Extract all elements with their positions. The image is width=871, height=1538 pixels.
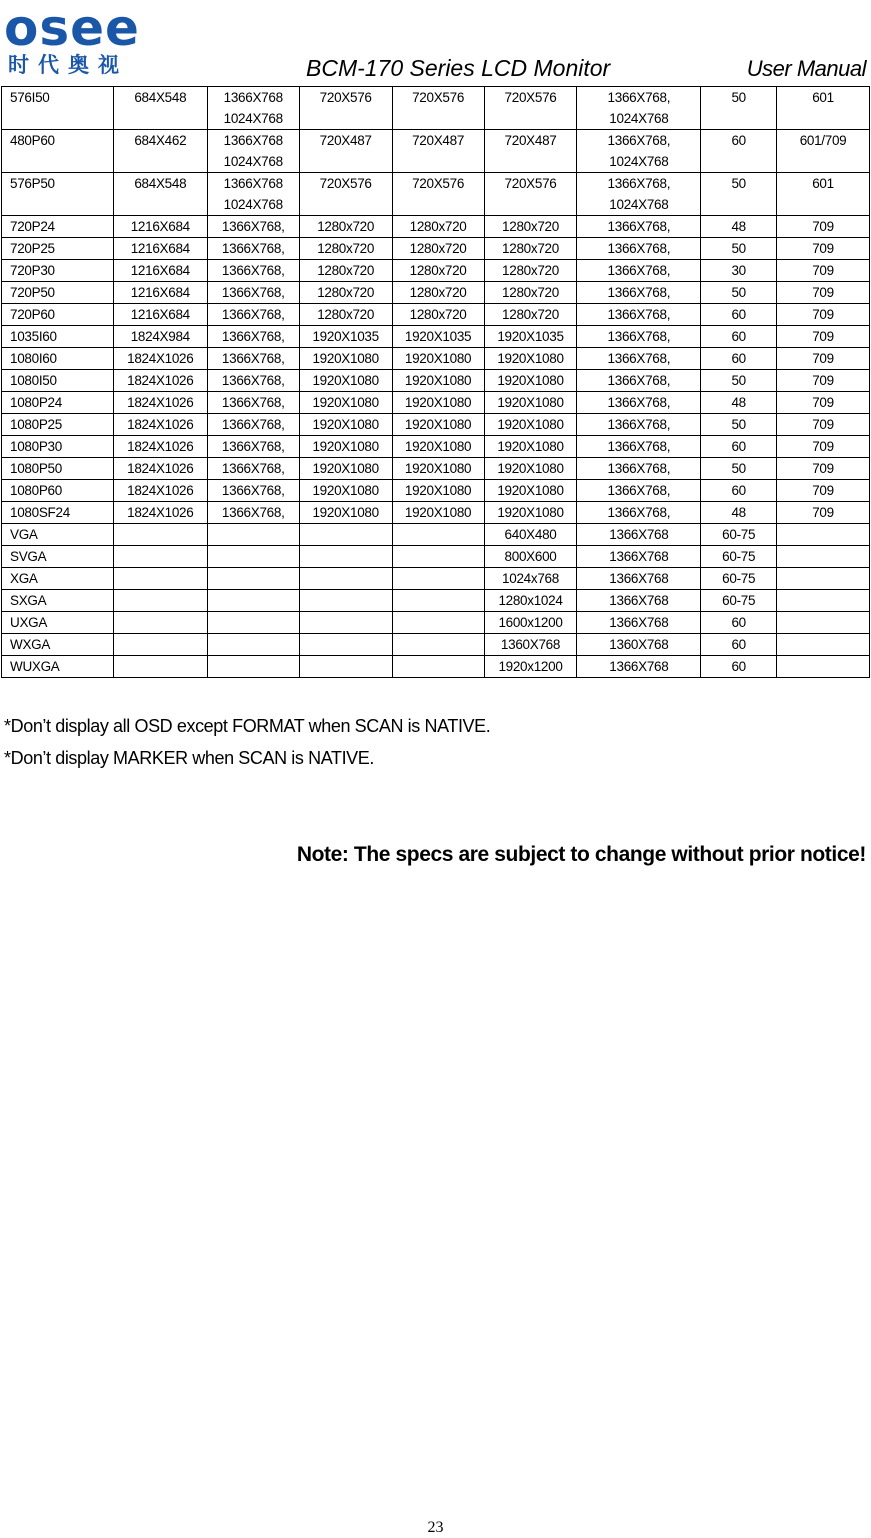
table-cell: 1920X1080 bbox=[484, 370, 577, 392]
table-row bbox=[2, 326, 870, 348]
table-cell bbox=[299, 590, 392, 612]
table-cell: 1366X768, bbox=[577, 216, 701, 238]
table-cell: 1824X1026 bbox=[113, 436, 207, 458]
table-cell: 640X480 bbox=[484, 524, 577, 546]
table-cell bbox=[299, 612, 392, 634]
table-row bbox=[2, 260, 870, 282]
table-row bbox=[2, 634, 870, 656]
table-cell bbox=[777, 656, 870, 678]
table-cell: 1920X1080 bbox=[392, 436, 484, 458]
table-cell: 60-75 bbox=[701, 524, 777, 546]
table-cell: 1216X684 bbox=[113, 282, 207, 304]
table-row bbox=[2, 216, 870, 238]
table-cell: 709 bbox=[777, 392, 870, 414]
table-cell: 1920X1080 bbox=[484, 458, 577, 480]
table-cell: 1824X984 bbox=[113, 326, 207, 348]
table-cell: 60 bbox=[701, 634, 777, 656]
table-cell: 1366X768, bbox=[577, 348, 701, 370]
table-cell: 1920X1080 bbox=[392, 502, 484, 524]
table-cell: 1366X768, 1024X768 bbox=[577, 130, 701, 173]
table-cell bbox=[777, 546, 870, 568]
table-cell bbox=[777, 524, 870, 546]
table-cell: 1366X768, bbox=[207, 502, 299, 524]
table-row bbox=[2, 130, 870, 173]
table-cell: 1920X1080 bbox=[299, 414, 392, 436]
table-cell: 1280x720 bbox=[484, 260, 577, 282]
table-row bbox=[2, 304, 870, 326]
table-cell: 1366X768, bbox=[577, 392, 701, 414]
table-row bbox=[2, 238, 870, 260]
table-cell: 684X548 bbox=[113, 173, 207, 216]
table-cell bbox=[299, 546, 392, 568]
table-cell: 50 bbox=[701, 414, 777, 436]
table-cell: 601 bbox=[777, 173, 870, 216]
table-cell: 60-75 bbox=[701, 590, 777, 612]
table-cell: 1366X768, bbox=[207, 436, 299, 458]
table-cell bbox=[207, 524, 299, 546]
table-cell bbox=[113, 634, 207, 656]
table-cell bbox=[113, 656, 207, 678]
table-cell bbox=[777, 590, 870, 612]
table-cell: 50 bbox=[701, 458, 777, 480]
table-row bbox=[2, 502, 870, 524]
specs-notice: Note: The specs are subject to change without prior notice! bbox=[296, 843, 866, 866]
osee-logo bbox=[4, 2, 176, 78]
table-cell: 1920X1080 bbox=[392, 370, 484, 392]
table-cell: 1920X1080 bbox=[392, 480, 484, 502]
table-cell: 1366X768 bbox=[577, 524, 701, 546]
table-cell: 576P50 bbox=[2, 173, 114, 216]
table-cell: 1216X684 bbox=[113, 260, 207, 282]
table-cell: 1280x720 bbox=[299, 304, 392, 326]
table-cell bbox=[392, 612, 484, 634]
table-row bbox=[2, 436, 870, 458]
table-cell: 720P30 bbox=[2, 260, 114, 282]
table-cell: 50 bbox=[701, 282, 777, 304]
table-cell: 720P25 bbox=[2, 238, 114, 260]
table-cell: 709 bbox=[777, 260, 870, 282]
table-cell: 1920X1080 bbox=[484, 480, 577, 502]
table-row bbox=[2, 458, 870, 480]
table-cell: 60 bbox=[701, 348, 777, 370]
table-cell: 1824X1026 bbox=[113, 348, 207, 370]
table-cell: 720P24 bbox=[2, 216, 114, 238]
table-cell: WXGA bbox=[2, 634, 114, 656]
table-cell: 1280x720 bbox=[484, 238, 577, 260]
table-cell: 684X462 bbox=[113, 130, 207, 173]
table-cell: 1366X768, bbox=[577, 436, 701, 458]
table-cell: 709 bbox=[777, 304, 870, 326]
table-cell: 1920X1035 bbox=[392, 326, 484, 348]
table-cell: 50 bbox=[701, 370, 777, 392]
table-cell: 60 bbox=[701, 436, 777, 458]
table-cell: 1920X1080 bbox=[299, 370, 392, 392]
table-cell bbox=[113, 524, 207, 546]
table-cell: UXGA bbox=[2, 612, 114, 634]
table-cell: 601 bbox=[777, 87, 870, 130]
table-cell: 1080P50 bbox=[2, 458, 114, 480]
table-cell: 720P50 bbox=[2, 282, 114, 304]
table-cell: 1280x720 bbox=[392, 216, 484, 238]
table-cell: 480P60 bbox=[2, 130, 114, 173]
table-cell: 60 bbox=[701, 326, 777, 348]
table-row bbox=[2, 414, 870, 436]
note-osd: *Don’t display all OSD except FORMAT when SCAN is NATIVE. bbox=[4, 716, 491, 736]
table-cell bbox=[392, 656, 484, 678]
table-cell: 50 bbox=[701, 173, 777, 216]
table-cell: 1920x1200 bbox=[484, 656, 577, 678]
table-cell: 60 bbox=[701, 130, 777, 173]
table-cell: 1920X1080 bbox=[299, 480, 392, 502]
table-cell: 1824X1026 bbox=[113, 414, 207, 436]
table-cell: 1366X768, bbox=[577, 480, 701, 502]
table-cell: 1280x720 bbox=[392, 238, 484, 260]
table-cell: 1216X684 bbox=[113, 216, 207, 238]
table-cell: WUXGA bbox=[2, 656, 114, 678]
table-cell: 30 bbox=[701, 260, 777, 282]
table-cell: 1366X768, bbox=[577, 458, 701, 480]
table-cell: 1080P60 bbox=[2, 480, 114, 502]
table-cell: 709 bbox=[777, 502, 870, 524]
table-cell: 1920X1080 bbox=[484, 502, 577, 524]
table-cell: SXGA bbox=[2, 590, 114, 612]
table-cell: 720X576 bbox=[484, 173, 577, 216]
table-cell: 709 bbox=[777, 348, 870, 370]
table-cell: 1366X768, bbox=[207, 216, 299, 238]
table-cell: 1366X768, bbox=[207, 392, 299, 414]
table-cell: 1280x1024 bbox=[484, 590, 577, 612]
table-cell: 1366X768, bbox=[207, 304, 299, 326]
table-cell: 48 bbox=[701, 502, 777, 524]
table-cell: 1216X684 bbox=[113, 304, 207, 326]
table-cell: 1280x720 bbox=[484, 216, 577, 238]
table-cell bbox=[113, 568, 207, 590]
table-cell: 1920X1035 bbox=[299, 326, 392, 348]
table-cell: 1824X1026 bbox=[113, 458, 207, 480]
table-cell: 1824X1026 bbox=[113, 502, 207, 524]
logo-brand: osee bbox=[4, 0, 140, 57]
table-cell: 1920X1080 bbox=[484, 436, 577, 458]
table-cell: 1920X1080 bbox=[299, 502, 392, 524]
table-cell: 50 bbox=[701, 238, 777, 260]
table-cell: 1360X768 bbox=[577, 634, 701, 656]
table-cell bbox=[299, 656, 392, 678]
table-cell: 720X487 bbox=[299, 130, 392, 173]
table-cell: 60-75 bbox=[701, 568, 777, 590]
table-cell: 720P60 bbox=[2, 304, 114, 326]
table-row bbox=[2, 546, 870, 568]
table-cell bbox=[113, 612, 207, 634]
table-cell: 1366X768, bbox=[577, 414, 701, 436]
logo-chinese-name: 时代奥视 bbox=[8, 53, 128, 77]
note-marker: *Don’t display MARKER when SCAN is NATIVE. bbox=[4, 748, 374, 768]
table-cell bbox=[113, 546, 207, 568]
table-row bbox=[2, 480, 870, 502]
table-cell: VGA bbox=[2, 524, 114, 546]
table-cell: 1920X1080 bbox=[484, 414, 577, 436]
table-cell bbox=[207, 656, 299, 678]
table-cell: 1280x720 bbox=[299, 282, 392, 304]
table-cell: 1366X768 bbox=[577, 546, 701, 568]
table-cell: 1366X768, bbox=[577, 260, 701, 282]
table-cell: 1920X1035 bbox=[484, 326, 577, 348]
table-cell: 709 bbox=[777, 282, 870, 304]
table-row bbox=[2, 173, 870, 216]
table-row bbox=[2, 392, 870, 414]
table-cell: 1280x720 bbox=[392, 304, 484, 326]
table-cell: 1920X1080 bbox=[299, 458, 392, 480]
table-cell: 1366X768, bbox=[207, 282, 299, 304]
table-cell bbox=[392, 568, 484, 590]
table-cell: 1080P30 bbox=[2, 436, 114, 458]
table-cell: 1280x720 bbox=[299, 238, 392, 260]
page-number: 23 bbox=[427, 1519, 444, 1536]
table-cell: 50 bbox=[701, 87, 777, 130]
table-cell: 684X548 bbox=[113, 87, 207, 130]
table-cell bbox=[392, 524, 484, 546]
table-cell: 709 bbox=[777, 436, 870, 458]
table-cell: 709 bbox=[777, 326, 870, 348]
table-cell: 1920X1080 bbox=[299, 392, 392, 414]
table-row bbox=[2, 348, 870, 370]
table-row bbox=[2, 370, 870, 392]
table-cell bbox=[392, 546, 484, 568]
table-cell bbox=[299, 634, 392, 656]
table-cell: 1366X768, bbox=[207, 458, 299, 480]
table-cell: 1080I60 bbox=[2, 348, 114, 370]
table-cell bbox=[207, 568, 299, 590]
table-cell bbox=[113, 590, 207, 612]
document-title: BCM-170 Series LCD Monitor bbox=[306, 55, 611, 81]
table-cell: 720X487 bbox=[392, 130, 484, 173]
table-cell: 720X487 bbox=[484, 130, 577, 173]
table-cell: 1366X768, bbox=[577, 238, 701, 260]
table-cell: 1824X1026 bbox=[113, 392, 207, 414]
table-cell: 1366X768 bbox=[577, 656, 701, 678]
table-cell: 720X576 bbox=[484, 87, 577, 130]
page-header bbox=[0, 0, 871, 86]
table-cell: 709 bbox=[777, 370, 870, 392]
table-cell: 60 bbox=[701, 304, 777, 326]
table-cell bbox=[207, 590, 299, 612]
table-cell: 1824X1026 bbox=[113, 480, 207, 502]
table-cell: 1920X1080 bbox=[299, 348, 392, 370]
table-cell: 1366X768, bbox=[577, 304, 701, 326]
table-cell: 709 bbox=[777, 216, 870, 238]
table-cell: 800X600 bbox=[484, 546, 577, 568]
table-cell: 1080SF24 bbox=[2, 502, 114, 524]
table-cell: 720X576 bbox=[299, 173, 392, 216]
table-row bbox=[2, 656, 870, 678]
table-cell: 1366X768 bbox=[577, 590, 701, 612]
table-cell: 1280x720 bbox=[299, 216, 392, 238]
table-cell: 1366X768, 1024X768 bbox=[577, 173, 701, 216]
table-cell: 1280x720 bbox=[484, 282, 577, 304]
table-cell: 1366X768 bbox=[577, 568, 701, 590]
table-cell bbox=[207, 634, 299, 656]
table-cell: 1366X768, bbox=[207, 370, 299, 392]
table-row bbox=[2, 590, 870, 612]
table-cell: 1920X1080 bbox=[392, 392, 484, 414]
table-row bbox=[2, 524, 870, 546]
table-cell: XGA bbox=[2, 568, 114, 590]
table-cell: 1280x720 bbox=[484, 304, 577, 326]
table-cell: 48 bbox=[701, 216, 777, 238]
table-cell: 1920X1080 bbox=[392, 458, 484, 480]
table-cell: 1366X768 bbox=[577, 612, 701, 634]
table-cell: 1600x1200 bbox=[484, 612, 577, 634]
table-cell: 1360X768 bbox=[484, 634, 577, 656]
table-cell: 60 bbox=[701, 656, 777, 678]
table-cell: SVGA bbox=[2, 546, 114, 568]
table-cell bbox=[777, 634, 870, 656]
table-cell bbox=[392, 590, 484, 612]
table-cell: 1366X768, bbox=[207, 414, 299, 436]
table-cell: 1366X768, bbox=[577, 282, 701, 304]
table-cell: 709 bbox=[777, 458, 870, 480]
table-cell: 1366X768, bbox=[577, 326, 701, 348]
table-row bbox=[2, 87, 870, 130]
table-cell: 1280x720 bbox=[392, 282, 484, 304]
table-cell: 1024x768 bbox=[484, 568, 577, 590]
format-table bbox=[1, 86, 870, 678]
table-cell: 709 bbox=[777, 414, 870, 436]
table-cell: 1080P25 bbox=[2, 414, 114, 436]
table-cell: 1366X768 1024X768 bbox=[207, 87, 299, 130]
table-row bbox=[2, 568, 870, 590]
table-cell: 1920X1080 bbox=[392, 348, 484, 370]
table-cell: 720X576 bbox=[392, 87, 484, 130]
table-cell: 1366X768 1024X768 bbox=[207, 130, 299, 173]
table-cell: 1366X768, bbox=[207, 238, 299, 260]
table-cell: 1920X1080 bbox=[392, 414, 484, 436]
table-cell: 1080P24 bbox=[2, 392, 114, 414]
table-cell: 1366X768, bbox=[207, 326, 299, 348]
table-cell: 1366X768, bbox=[207, 348, 299, 370]
table-cell: 1280x720 bbox=[299, 260, 392, 282]
table-cell bbox=[777, 568, 870, 590]
table-cell: 1366X768, bbox=[577, 502, 701, 524]
table-cell: 48 bbox=[701, 392, 777, 414]
table-cell bbox=[392, 634, 484, 656]
table-cell bbox=[299, 524, 392, 546]
table-cell: 1366X768, bbox=[207, 260, 299, 282]
table-cell: 1280x720 bbox=[392, 260, 484, 282]
table-cell: 1080I50 bbox=[2, 370, 114, 392]
table-cell: 576I50 bbox=[2, 87, 114, 130]
table-cell bbox=[207, 546, 299, 568]
table-cell: 720X576 bbox=[299, 87, 392, 130]
table-cell: 60-75 bbox=[701, 546, 777, 568]
document-type: User Manual bbox=[746, 56, 866, 81]
table-cell: 1216X684 bbox=[113, 238, 207, 260]
table-cell: 1366X768, 1024X768 bbox=[577, 87, 701, 130]
table-cell bbox=[777, 612, 870, 634]
table-cell: 60 bbox=[701, 612, 777, 634]
notes bbox=[4, 710, 490, 774]
table-cell: 1366X768, bbox=[207, 480, 299, 502]
table-cell: 1366X768, bbox=[577, 370, 701, 392]
table-cell: 1920X1080 bbox=[484, 348, 577, 370]
table-cell: 60 bbox=[701, 480, 777, 502]
table-cell: 720X576 bbox=[392, 173, 484, 216]
table-cell: 1920X1080 bbox=[484, 392, 577, 414]
table-cell bbox=[207, 612, 299, 634]
table-cell: 1824X1026 bbox=[113, 370, 207, 392]
table-cell: 601/709 bbox=[777, 130, 870, 173]
table-cell: 1035I60 bbox=[2, 326, 114, 348]
table-cell: 709 bbox=[777, 480, 870, 502]
table-cell: 1920X1080 bbox=[299, 436, 392, 458]
table-cell: 1366X768 1024X768 bbox=[207, 173, 299, 216]
table-row bbox=[2, 612, 870, 634]
table-row bbox=[2, 282, 870, 304]
table-cell bbox=[299, 568, 392, 590]
table-cell: 709 bbox=[777, 238, 870, 260]
